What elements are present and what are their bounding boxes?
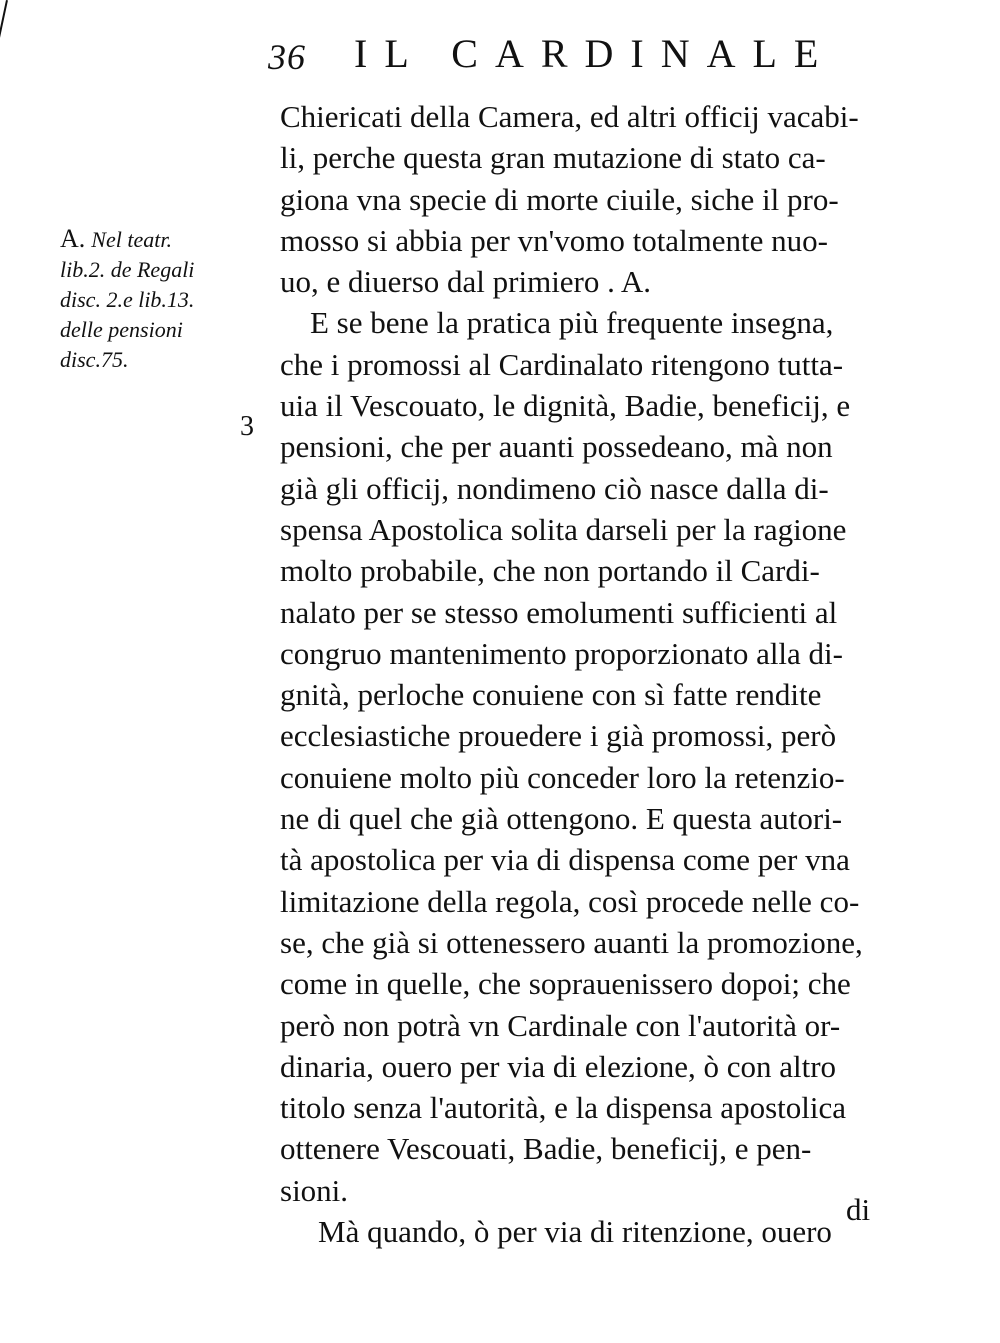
text-line: mosso si abbia per vn'vomo totalmente nuo- — [280, 222, 828, 258]
text-line: ecclesiastiche prouedere i già promossi, però — [280, 718, 837, 754]
text-line: come in quelle, che soprauenissero dopoi; che — [280, 966, 851, 1002]
running-title: IL CARDINALE — [354, 31, 836, 76]
text-line: ottenere Vescouati, Badie, beneficij, e pen- — [280, 1131, 812, 1167]
text-line: però non potrà vn Cardinale con l'autorità or- — [280, 1007, 841, 1043]
margin-note — [60, 224, 240, 375]
text-line: che i promossi al Cardinalato ritengono tutta- — [280, 346, 844, 382]
running-head — [268, 30, 888, 80]
catchword: di — [846, 1192, 871, 1227]
margin-note-line: disc. 2.e lib.13. — [60, 287, 195, 312]
text-line: ne di quel che già ottengono. E questa autori- — [280, 801, 843, 837]
text-line: se, che già si ottenessero auanti la promozione, — [280, 924, 863, 960]
text-line: E se bene la pratica più frequente insegna, — [310, 305, 834, 341]
text-line: Mà quando, ò per via di ritenzione, ouero — [318, 1214, 832, 1250]
margin-note-line: lib.2. de Regali — [60, 257, 195, 282]
text-line: gnità, perloche conuiene con sì fatte rendite — [280, 677, 822, 713]
text-line: pensioni, che per auanti possedeano, mà non — [280, 429, 833, 465]
text-line: dinaria, ouero per via di elezione, ò con altro — [280, 1048, 837, 1084]
margin-note-text: Nel teatr. — [91, 227, 172, 252]
text-line: li, perche questa gran mutazione di stato ca- — [280, 140, 826, 176]
margin-note-letter: A. — [60, 224, 86, 253]
text-line: conuiene molto più conceder loro la retenzio- — [280, 759, 845, 795]
text-line: congruo mantenimento proporzionato alla di- — [280, 635, 843, 671]
text-line: uia il Vescouato, le dignità, Badie, beneficij, e — [280, 388, 851, 424]
margin-note-line: disc.75. — [60, 347, 129, 372]
text-line: tà apostolica per via di dispensa come per vna — [280, 842, 850, 878]
text-line: limitazione della regola, così procede nelle co- — [280, 883, 860, 919]
margin-note-line — [60, 224, 240, 255]
text-line: titolo senza l'autorità, e la dispensa apostolica — [280, 1090, 846, 1126]
text-line: Chiericati della Camera, ed altri officij vacabi- — [280, 99, 859, 134]
text-line: nalato per se stesso emolumenti sufficienti al — [280, 594, 838, 630]
corner-pen-mark — [0, 0, 8, 45]
margin-note-line: delle pensioni — [60, 317, 183, 342]
margin-marker: 3 — [240, 411, 254, 442]
page-number: 36 — [268, 37, 306, 77]
text-line: già gli officij, nondimeno ciò nasce dalla di- — [280, 470, 829, 506]
text-line: uo, e diuerso dal primiero . A. — [280, 264, 652, 300]
body-text — [280, 96, 920, 1252]
text-line: spensa Apostolica solita darseli per la ragione — [280, 511, 847, 547]
text-line: molto probabile, che non portando il Cardi- — [280, 553, 820, 589]
text-line: giona vna specie di morte ciuile, siche il pro- — [280, 181, 839, 217]
text-line: sioni. — [280, 1172, 349, 1208]
